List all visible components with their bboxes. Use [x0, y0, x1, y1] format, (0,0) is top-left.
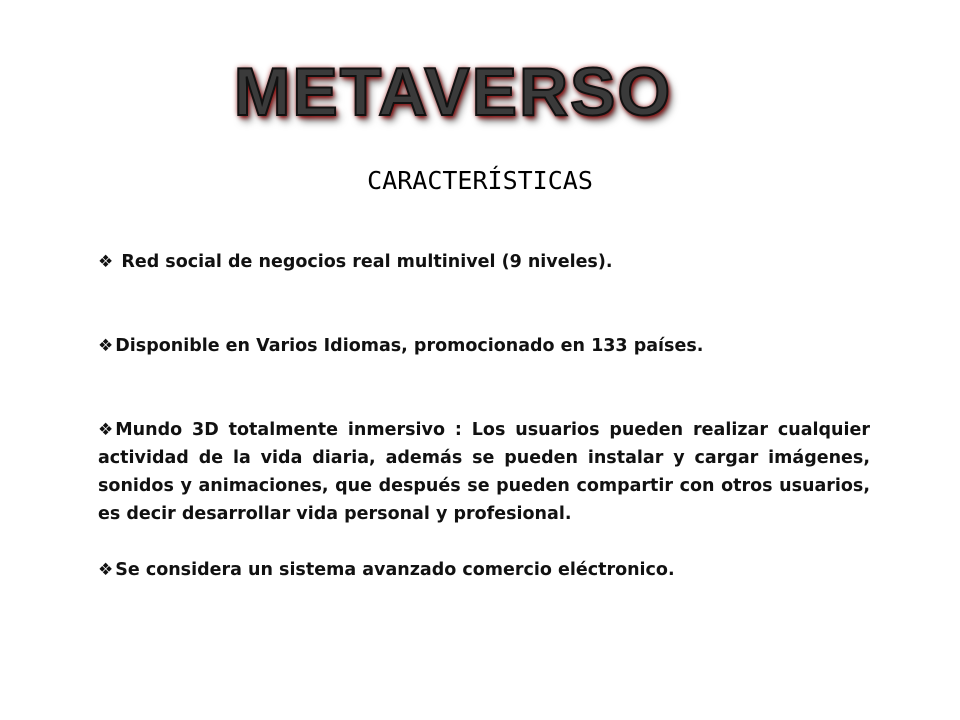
bullet-text: Disponible en Varios Idiomas, promocionado en 133 países.	[115, 336, 704, 356]
diamond-bullet-icon: ❖	[98, 560, 114, 580]
bullet-text: Mundo 3D totalmente inmersivo : Los usuarios pueden realizar cualquier actividad de la vida diaria, además se pueden instalar y cargar imágenes, sonidos y animaciones, que después se pueden compartir con otros usuarios, es decir desarrollar vida personal y profesional.	[98, 420, 870, 524]
bullet-item	[98, 332, 870, 360]
bullet-text: Red social de negocios real multinivel (9 niveles).	[121, 252, 613, 272]
slide-title: METAVERSO	[233, 54, 673, 130]
bullet-item	[98, 248, 870, 276]
diamond-bullet-icon: ❖	[98, 420, 114, 440]
bullet-item	[98, 416, 870, 528]
diamond-bullet-icon: ❖	[98, 252, 114, 272]
diamond-bullet-icon: ❖	[98, 336, 114, 356]
slide-subtitle: CARACTERÍSTICAS	[367, 166, 593, 195]
bullet-list	[98, 248, 870, 584]
bullet-item	[98, 556, 870, 584]
bullet-text: Se considera un sistema avanzado comercio eléctronico.	[115, 560, 675, 580]
